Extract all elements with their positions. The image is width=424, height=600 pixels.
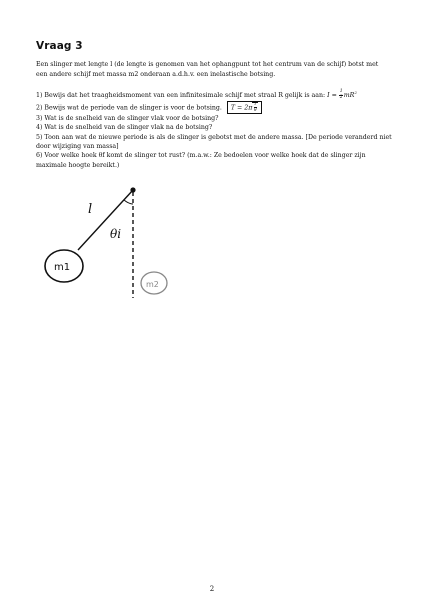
question-list bbox=[36, 88, 392, 170]
pendulum-string bbox=[78, 190, 133, 250]
question-1: 1) Bewijs dat het traagheidsmoment van een infinitesimale schijf met straal R gelijk is aan: I = $\frac{1}{2}$ $mR^2$ bbox=[36, 89, 357, 101]
question-title: Vraag 3 bbox=[36, 40, 83, 52]
formula-period: T = 2π $\frac{l}{g}$ bbox=[227, 101, 262, 114]
intro-paragraph bbox=[36, 60, 388, 79]
question-2: 2) Bewijs wat de periode van de slinger is voor de botsing. T = 2π $\frac{l}{g}$ bbox=[36, 101, 392, 114]
page-number: 2 bbox=[209, 585, 215, 593]
question-3: 3) Wat is de snelheid van de slinger vlak voor de botsing? bbox=[36, 114, 219, 122]
angle-label: θi bbox=[110, 227, 122, 241]
intro-text: Een slinger met lengte l (de lengte is genomen van het ophangpunt tot het centrum van de schijf) botst met een andere schijf met massa m2 onderaan a.d.h.v. een inelastische botsing. bbox=[36, 61, 379, 78]
angle-arc bbox=[124, 200, 133, 204]
pendulum-diagram bbox=[40, 180, 190, 310]
formula-inertia: I = $\frac{1}{2}$ $mR^2$ bbox=[327, 89, 357, 101]
mass1-label: m1 bbox=[54, 262, 71, 273]
mass2-label: m2 bbox=[146, 280, 159, 289]
question-4: 4) Wat is de snelheid van de slinger vlak na de botsing? bbox=[36, 124, 213, 132]
length-label: l bbox=[88, 202, 93, 217]
question-6: 6) Voor welke hoek θf komt de slinger tot rust? (m.a.w.: Ze bedoelen voor welke hoek dat de slinger zijn maximale hoogte bereikt.) bbox=[36, 152, 366, 169]
question-5: 5) Toon aan wat de nieuwe periode is als de slinger is gebotst met de andere massa. [De periode veranderd niet door wijziging van massa] bbox=[36, 133, 392, 151]
